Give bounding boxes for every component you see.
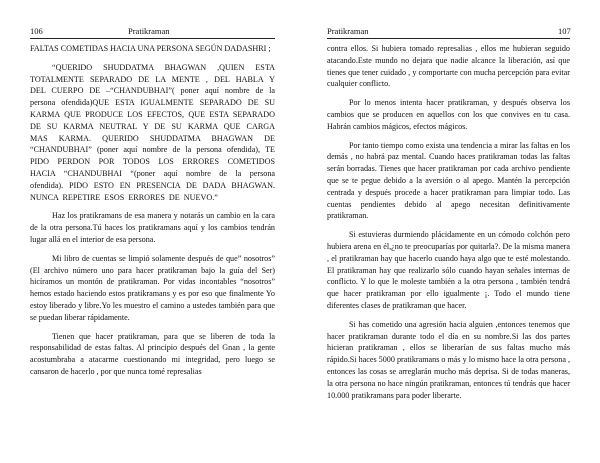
running-head-left: Pratikraman <box>128 26 170 36</box>
header-rule-left <box>30 38 275 39</box>
paragraph: Tienen que hacer pratikraman, para que se liberen de toda la responsabilidad de estas faltas. Al principio después del Gnan , la gente acostumbraba a atacarme cuestionando mi integridad, pero luego se cansaron de hacerlo , por que nunca tomé represalias <box>30 331 275 376</box>
paragraph: Por tanto tiempo como exista una tendencia a mirar las faltas en los demás , no habrá paz mental. Cuando haces pratikraman todas las faltas serán borradas. Tienes que hacer pratikraman por cada archivo pendiente que se te pegue debido a la aversión o al apego. Mantén la percepción centrada y después procede a hacer pratikraman para limpiar todo. Las cuentas pendientes debido al apego necesitan definitivamente pratikraman. <box>327 140 570 221</box>
paragraph: Si has cometido una agresión hacia alguien ,entonces tenemos que hacer pratikraman durante todo el día en su nombre.Si las dos partes hicieran pratikraman , ellos se liberarían de sus faltas mucho más rápido.Si haces 5000 pratikramans o más y lo mismo hace la otra persona , entonces las cosas se arreglarán mucho más deprisa. Si de todas maneras, la otra persona no hace ningún pratikraman, entonces tú tendrás que hacer 10.000 pratikramans para poder liberarte. <box>327 319 571 400</box>
left-page-body <box>30 43 275 385</box>
page-number-left: 106 <box>30 26 43 36</box>
paragraph: Haz los pratikramans de esa manera y notarás un cambio en la cara de la otra persona.Tú haces los pratikramans aquí y los cambios tendrán lugar allá en el interior de esa persona. <box>30 211 275 244</box>
right-page-body <box>327 43 570 408</box>
paragraph: Si estuvieras durmiendo plácidamente en un cómodo colchón pero hubiera arena en él,¿no te preocuparías por quitarla?. De la misma manera , el pratikraman hay que hacerlo cuando haya algo que te esté molestando. El pratikraman hay que realizarlo sólo cuando hayan señales internas de conflicto. Y lo que le moleste también a la otra persona , también tendrá que hacer pratikraman por ello igualmente ¡. Todo el mundo tiene diferentes clases de pratikraman que hacer. <box>327 230 570 310</box>
paragraph: Mi libro de cuentas se limpió solamente después de que” nosotros” (El archivo número uno para hacer pratikraman bajo la guía del Ser) hicíramos un montón de pratikraman. Por vidas incontables “nosotros” hemos estado haciendo estos pratikramans y es por eso que finalmente Yo estoy liberado y libre.Yo les muestro el camino a ustedes también para que se puedan liberar rápidamente. <box>30 253 275 322</box>
forgiveness-prayer-quote: “QUERIDO SHUDDATMA BHAGWAN ,QUIEN ESTA TOTALMENTE SEPARADO DE LA MENTE , DEL HABLA Y DEL CUERPO DE –“CHANDUBHAI”( poner aquí nombre de la persona ofendida)QUE ESTA IGUALMENTE SEPARADO DE SU KARMA QUE PRODUCE LOS EFECTOS, QUE ESTA SEPARADO DE SU KARMA NEUTRAL Y DE SU KARMA QUE CARGA MAS KARMA. QUERIDO SHUDDATMA BHAGWAN DE “CHANDUBHAI” (poner aquí nombre de la persona ofendida), TE PIDO PERDON POR TODOS LOS ERRORES COMETIDOS HACIA “CHANDUBHAI “(poner aquí nombre de la persona ofendida). PIDO ESTO EN PRESENCIA DE DADA BHAGWAN. NUNCA REPETIRE ESOS ERRORES DE NUEVO.” <box>30 62 275 202</box>
page-number-right: 107 <box>558 26 571 36</box>
header-rule-right <box>327 38 570 39</box>
section-heading: FALTAS COMETIDAS HACIA UNA PERSONA SEGÚN DADASHRI ; <box>30 44 271 53</box>
running-head-right: Pratikraman <box>327 26 369 36</box>
right-page <box>300 0 600 463</box>
paragraph: Por lo menos intenta hacer pratikraman, y después observa los cambios que se producen en aquellos con los que convives en tu casa. Habrán cambios mágicos, efectos mágicos. <box>327 98 570 131</box>
paragraph: contra ellos. Si hubiera tomado represalias , ellos me hubieran seguido atacando.Este mundo no dejara que nadie alcance la liberación, así que tienes que tener cuidado , y comportarte con mucha percepción para evitar cualquier conflicto. <box>327 44 570 89</box>
